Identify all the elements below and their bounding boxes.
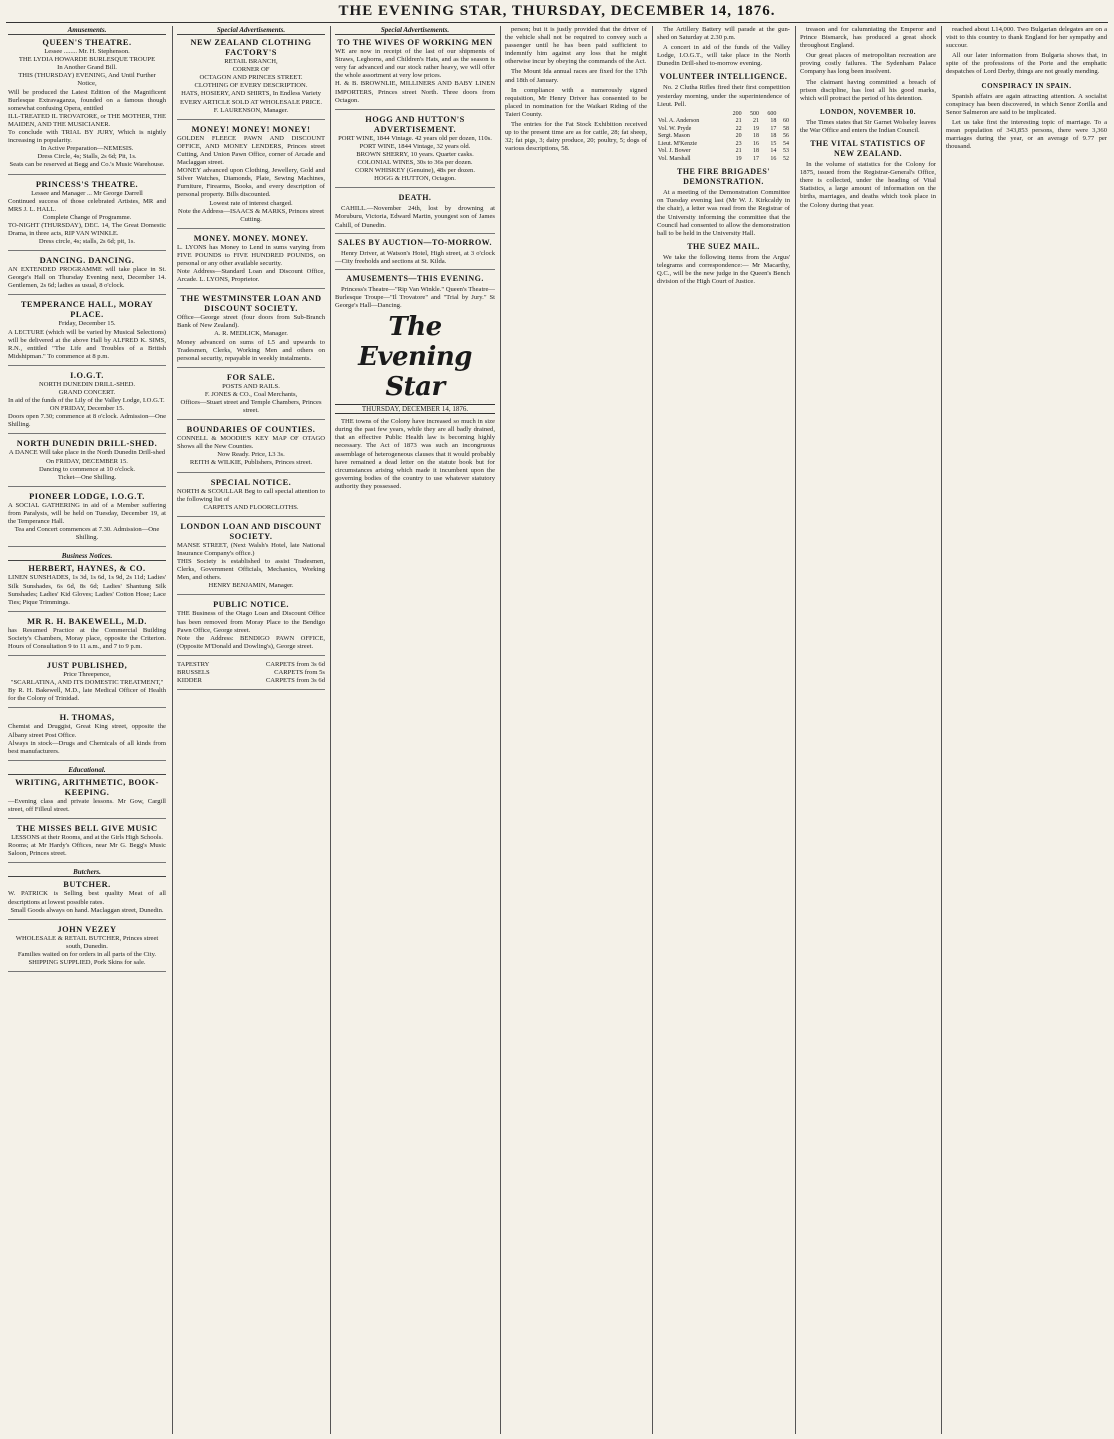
ad-line: Lessee and Manager ... Mr George Darrell bbox=[31, 189, 143, 197]
ad-line: Office—George street (four doors from Sub-Branch Bank of New Zealand). bbox=[177, 314, 325, 330]
sales-heading: SALES BY AUCTION—TO-MORROW. bbox=[338, 237, 492, 247]
ad-line: REITH & WILKIE, Publishers, Princes street. bbox=[189, 459, 313, 467]
ad-line: L. LYONS has Money to Lend in sums varying from FIVE POUNDS to FIVE HUNDRED POUNDS, on personal or any other available security. bbox=[177, 243, 325, 267]
ad-line: PORT WINE, 1844 Vintage, 32 years old. bbox=[359, 142, 471, 150]
ad-heading: TEMPERANCE HALL, MORAY PLACE. bbox=[20, 300, 154, 320]
vital-statistics-text: In the volume of statistics for the Colony for 1875, issued from the Registrar-General's Office, there is collected, under the heading of Vital Statistics, a large amount of information on the births, marriages, and deaths which took place in the Colony during that year. bbox=[800, 161, 936, 209]
ad-heading: BOUNDARIES OF COUNTIES. bbox=[186, 425, 316, 435]
ad-heading: I.O.G.T. bbox=[70, 370, 104, 380]
ad-line: MANSE STREET, (Next Walsh's Hotel, late National Insurance Company's office.) bbox=[177, 541, 325, 557]
sales-notice: Henry Driver, at Watson's Hotel, High street, at 3 o'clock—City freeholds and sections at St. Kilda. bbox=[335, 249, 495, 265]
ad-line: POSTS AND RAILS. bbox=[222, 382, 280, 390]
score-row bbox=[657, 141, 790, 149]
score-cell: 18 bbox=[752, 148, 759, 155]
ad-line: TO-NIGHT (THURSDAY), DEC. 14, The Great Domestic Drama, in three acts, RIP VAN WINKLE. bbox=[8, 221, 166, 237]
ad-line: Dress Circle, 4s; Stalls, 2s 6d; Pit, 1s. bbox=[37, 153, 137, 161]
advertisement bbox=[177, 234, 325, 289]
score-cell: 18 bbox=[770, 118, 777, 125]
ad-line: LESSONS at their Rooms, and at the Girls High Schools. bbox=[11, 834, 163, 842]
advertisement bbox=[8, 564, 166, 611]
vital-statistics-heading: THE VITAL STATISTICS OF NEW ZEALAND. bbox=[810, 139, 926, 159]
advertisement bbox=[8, 371, 166, 435]
ad-line: In aid of the funds of the Lily of the Valley Lodge, I.O.G.T. bbox=[8, 397, 165, 405]
death-notice: CAHILL.—November 24th, lost by drowning at Moruburu, Victoria, Edward Martin, youngest son of James Cahill, of Dunedin. bbox=[335, 205, 495, 229]
advertisement bbox=[335, 38, 495, 110]
death-heading: DEATH. bbox=[398, 193, 432, 203]
ad-line: THE LYDIA HOWARDE BURLESQUE TROUPE bbox=[18, 56, 156, 64]
ad-line: has Resumed Practice at the Commercial Building Society's Chambers, Moray place, opposite the Criterion. Hours of Consultation 9 to 11 a.m., and 7 to 9 p.m. bbox=[8, 626, 166, 650]
advertisement bbox=[177, 38, 325, 120]
ad-line: ON FRIDAY, December 15. bbox=[49, 405, 125, 413]
score-cell: 17 bbox=[752, 155, 759, 162]
ad-line: Lessee ........ Mr. H. Stephenson. bbox=[44, 48, 130, 56]
ad-line: A. R. MEDLICK, Manager. bbox=[214, 330, 288, 338]
article-paragraph: treason and for calumniating the Emperor and Prince Bismarck, has produced a great shock throughout England. bbox=[800, 26, 936, 50]
ad-heading: TO THE WIVES OF WORKING MEN bbox=[337, 38, 493, 48]
advertisement bbox=[8, 439, 166, 486]
butcher-ads bbox=[8, 880, 166, 972]
column-4 bbox=[500, 26, 651, 1434]
masthead-rule bbox=[6, 22, 1108, 23]
ad-line: GOLDEN FLEECE PAWN AND DISCOUNT OFFICE, AND MONEY LENDERS, Princes street Cutting, And Union Pawn Office, corner of Arcade and Maclaggan street. bbox=[177, 134, 325, 167]
ad-line: THIS (THURSDAY) EVENING, And Until Further Notice, bbox=[18, 72, 156, 88]
section-heading: Special Advertisements. bbox=[177, 26, 325, 35]
ad-line: Offices—Stuart street and Temple Chambers, Princes street. bbox=[180, 399, 322, 415]
carpet-row: BRUSSELS CARPETS from 5s bbox=[177, 668, 325, 676]
ad-line: A DANCE Will take place in the North Dunedin Drill-shed bbox=[8, 449, 166, 457]
advertisement bbox=[8, 180, 166, 252]
ad-line: Price Threepence, bbox=[63, 671, 111, 679]
ad-line: CARPETS AND FLOORCLOTHS. bbox=[203, 503, 299, 511]
advertisement bbox=[8, 492, 166, 547]
ad-line: Note the Address—ISAACS & MARKS, Princes street Cutting. bbox=[178, 207, 324, 223]
ad-heading: QUEEN'S THEATRE. bbox=[42, 38, 132, 48]
suez-mail-text: We take the following items from the Argus' telegrams and correspondence:— Mr Macarthy, Q.C., will be the new judge in the Queen's Bench division of the High Court of Justice. bbox=[657, 253, 790, 286]
score-cell: 22 bbox=[735, 125, 742, 132]
ad-heading: MONEY. MONEY. MONEY. bbox=[193, 233, 309, 243]
ad-line: Doors open 7.30; commence at 8 o'clock. Admission—One Shilling. bbox=[8, 413, 166, 429]
ad-heading: PUBLIC NOTICE. bbox=[213, 600, 289, 610]
score-cell: 23 bbox=[735, 140, 742, 147]
score-table bbox=[657, 111, 790, 164]
leader-article: THE towns of the Colony have increased so much in size during the past few years, while they are all badly drained, that an effective Public Health law is becoming highly necessary. The Act of 1873 was such an incongruous assemblage of heterogeneous clauses that it would probably have remained a dead letter on the statute book but for circumstances arising which made it incumbent upon the governing bodies of the country to use whatever statutory authority they possessed. bbox=[335, 418, 495, 490]
score-cell: 16 bbox=[752, 140, 759, 147]
section-heading: Butchers. bbox=[8, 868, 166, 877]
ad-line: Rooms; at Mr Hardy's Offices, near Mr G. Begg's Music Saloon, Princes street. bbox=[8, 842, 166, 858]
ad-line: H. & B. BROWNLIE, MILLINERS AND BABY LINEN IMPORTERS, Princes street North. Three doors from Octagon. bbox=[335, 80, 495, 104]
advertisement bbox=[177, 294, 325, 368]
ad-heading: H. THOMAS, bbox=[59, 713, 115, 723]
score-cell: 18 bbox=[770, 133, 777, 140]
dateline: THURSDAY, DECEMBER 14, 1876. bbox=[335, 404, 495, 414]
masthead: THE EVENING STAR, THURSDAY, DECEMBER 14, 1876. bbox=[338, 3, 776, 19]
article-paragraph: In compliance with a numerously signed requisition, Mr Henry Driver has consented to be placed in nomination for the Waikari Riding of the Taieri County. bbox=[505, 86, 647, 118]
ad-line: Now Ready. Price, L3 3s. bbox=[217, 451, 285, 459]
advertisement bbox=[8, 824, 166, 863]
competitor-name: Vol. W. Pryde bbox=[658, 125, 692, 132]
score-cell: 60 bbox=[783, 118, 789, 125]
ad-line: Money advanced on sums of L5 and upwards to Tradesmen, Clerks, Working Men and others on personal security, repayable in weekly instalments. bbox=[177, 338, 325, 362]
amusements-notice: Princess's Theatre—"Rip Van Winkle." Queen's Theatre—Burlesque Troupe—"Il Trovatore" and "Trial by Jury." St George's Hall—Dancing. bbox=[335, 285, 495, 309]
ad-heading: WRITING, ARITHMETIC, BOOK-KEEPING. bbox=[15, 777, 159, 797]
column-7 bbox=[941, 26, 1111, 1434]
ad-line: RETAIL BRANCH, bbox=[224, 58, 278, 66]
ad-line: Continued success of those celebrated Artistes, MR and MRS J. L. HALL. bbox=[8, 197, 166, 213]
carpet-price-list bbox=[177, 661, 325, 690]
ad-heading: HOGG AND HUTTON'S ADVERTISEMENT. bbox=[365, 114, 465, 134]
column-1 bbox=[4, 26, 170, 1434]
advertisement bbox=[177, 478, 325, 517]
ad-line: CORNER OF bbox=[232, 66, 270, 74]
competitor-name: Vol. Marshall bbox=[658, 155, 691, 162]
ad-line: HATS, HOSIERY, AND SHIRTS, In Endless Variety bbox=[181, 90, 321, 98]
ad-line: HOGG & HUTTON, Octagon. bbox=[374, 175, 456, 183]
ad-line: Dancing to commence at 10 o'clock. bbox=[38, 465, 136, 473]
advertisement bbox=[8, 713, 166, 760]
score-cell: 19 bbox=[735, 155, 742, 162]
ad-line: Seats can be reserved at Begg and Co.'s Music Warehouse. bbox=[9, 161, 165, 169]
score-row bbox=[657, 133, 790, 141]
score-cell: 18 bbox=[752, 133, 759, 140]
ad-line: Always in stock—Drugs and Chemicals of all kinds from best manufacturers. bbox=[8, 739, 166, 755]
score-row bbox=[657, 126, 790, 134]
score-header-row: 200 500 600 bbox=[732, 110, 777, 117]
competitor-name: Lieut. M'Kenzie bbox=[658, 140, 698, 147]
article-paragraph: All our later information from Bulgaria shows that, in spite of the professions of the Porte and the emphatic despatches of Lord Derby, things are not greatly mending. bbox=[946, 52, 1107, 76]
ad-line: Dress circle, 4s; stalls, 2s 6d; pit, 1s. bbox=[38, 238, 136, 246]
article-paragraph: person; but it is justly provided that the driver of the vehicle shall not be required to convey such a passenger until he has been paid sufficient to indemnify him against any loss that he might otherwise incur by obeying the commands of the Act. bbox=[505, 26, 647, 66]
score-cell: 52 bbox=[783, 155, 789, 162]
ad-line: Tea and Concert commences at 7.30. Admission—One Shilling. bbox=[14, 526, 160, 542]
advertisement bbox=[177, 522, 325, 596]
ad-line: NORTH & SCOULLAR Beg to call special attention to the following list of bbox=[177, 487, 325, 503]
ad-line: ILL-TREATED IL TROVATORE, or THE MOTHER, THE MAIDEN, AND THE MUSICIANER. bbox=[8, 112, 166, 128]
business-ads bbox=[8, 564, 166, 760]
ad-line: LINEN SUNSHADES, 1s 3d, 1s 6d, 1s 9d, 2s 11d; Ladies' Silk Sunshades, 6s 6d, 8s 6d; Ladies' Shantung Silk Sunshades; Ladies' Kid Gloves; Ladies' Cotton Hose; Lace Ties; Pique Trimmings. bbox=[8, 574, 166, 606]
ad-line: Small Goods always on hand. Maclaggan street, Dunedin. bbox=[10, 906, 164, 914]
score-cell: 54 bbox=[783, 140, 789, 147]
advertisement bbox=[8, 661, 166, 708]
ad-line: CLOTHING OF EVERY DESCRIPTION. bbox=[194, 82, 308, 90]
ad-line: EVERY ARTICLE SOLD AT WHOLESALE PRICE. bbox=[180, 98, 322, 106]
suez-mail-heading: THE SUEZ MAIL. bbox=[687, 241, 760, 251]
ad-line: On FRIDAY, DECEMBER 15. bbox=[46, 457, 128, 465]
article-paragraph: Spanish affairs are again attracting attention. A socialist conspiracy has been discovered, in which Senor Zorilla and Senor Salmeron are said to be implicated. bbox=[946, 92, 1107, 116]
article-paragraph: Our great places of metropolitan recreation are proving costly failures. The Sydenham Palace Company has long been insolvent. bbox=[800, 52, 936, 76]
ad-line: OCTAGON AND PRINCES STREET. bbox=[199, 74, 303, 82]
advertisement bbox=[8, 256, 166, 295]
article-paragraph: The Mount Ida annual races are fixed for the 17th and 18th of January. bbox=[505, 68, 647, 84]
ad-line: CORN WHISKEY (Genuine), 48s per dozen. bbox=[355, 167, 475, 175]
newspaper-logo: The Evening Star bbox=[358, 312, 472, 403]
ad-heading: PRINCESS'S THEATRE. bbox=[35, 179, 139, 189]
ad-heading: SPECIAL NOTICE. bbox=[210, 477, 292, 487]
educational-ads bbox=[8, 778, 166, 863]
ad-line: "SCARLATINA, AND ITS DOMESTIC TREATMENT," bbox=[10, 679, 164, 687]
advertisement bbox=[8, 778, 166, 819]
competitor-name: Vol. A. Anderson bbox=[658, 118, 700, 125]
ad-line: To conclude with TRIAL BY JURY, Which is nightly increasing in popularity. bbox=[8, 129, 166, 145]
ad-line: SHIPPING SUPPLIED, Pork Skins for sale. bbox=[28, 959, 146, 967]
volunteer-heading: VOLUNTEER INTELLIGENCE. bbox=[659, 72, 788, 82]
section-heading: Educational. bbox=[8, 766, 166, 775]
ad-line: A LECTURE (which will be varied by Musical Selections) will be delivered at the above Hall by ALFRED K. SIMS, R.N., entitled "The Life and Troubles of a British Midshipman." To commence at 8 p.m. bbox=[8, 328, 166, 360]
article-paragraph: The Times states that Sir Garnet Wolseley leaves the War Office and enters the Indian Council. bbox=[800, 118, 936, 134]
ad-line: WE are now in receipt of the last of our shipments of Straws, Leghorns, and Children's Hats, and as the season is very far advanced and our stock rather heavy, we will offer the whole assortment at very low prices. bbox=[335, 48, 495, 80]
ad-line: AN EXTENDED PROGRAMME will take place in St. George's Hall on Thursday Evening next, December 14. Gentlemen, 2s 6d; ladies as usual, 8 o'clock. bbox=[8, 266, 166, 290]
score-row bbox=[657, 156, 790, 164]
score-cell: 19 bbox=[752, 125, 759, 132]
score-cell: 21 bbox=[735, 148, 742, 155]
score-cell: 20 bbox=[735, 133, 742, 140]
ad-line: THIS Society is established to assist Tradesmen, Clerks, Government Officials, Mechanics, Working Men, and others. bbox=[177, 558, 325, 582]
article-paragraph: Let us take first the interesting topic of marriage. To a mean population of 343,853 persons, there were 3,360 marriages during the year, or an average of 9.77 per thousand. bbox=[946, 118, 1107, 151]
ad-heading: MONEY! MONEY! MONEY! bbox=[191, 124, 311, 134]
section-heading: Business Notices. bbox=[8, 552, 166, 561]
article-paragraph: The entries for the Fat Stock Exhibition received up to the present time are as for cattle, 28; fat sheep, 32; fat pigs, 3; dairy produce, 20; poultry, 5; dogs of various descriptions, 58. bbox=[505, 121, 647, 153]
advertisement bbox=[177, 125, 325, 229]
carpet-row: KIDDER CARPETS from 3s 6d bbox=[177, 677, 325, 685]
ad-heading: MR R. H. BAKEWELL, M.D. bbox=[27, 616, 147, 626]
ad-line: Lowest rate of interest charged. bbox=[209, 199, 293, 207]
advertisement bbox=[8, 38, 166, 174]
ad-heading: THE MISSES BELL GIVE MUSIC bbox=[16, 824, 158, 834]
volunteer-text: No. 2 Clutha Rifles fired their first competition yesterday morning, under the superintendence of Lieut. Pell. bbox=[657, 84, 790, 108]
article-paragraph: A concert in aid of the funds of the Valley Lodge, I.O.G.T., will take place in the North Dunedin Drill-shed to-morrow evening. bbox=[657, 44, 790, 68]
ad-line: Friday, December 15. bbox=[58, 320, 116, 328]
score-row bbox=[657, 118, 790, 126]
amusement-ads bbox=[8, 38, 166, 547]
advertisement bbox=[177, 373, 325, 420]
fire-brigade-heading: THE FIRE BRIGADES' DEMONSTRATION. bbox=[676, 167, 771, 187]
ad-line: NORTH DUNEDIN DRILL-SHED. bbox=[38, 380, 136, 388]
ad-line: THE Business of the Otago Loan and Discount Office has been removed from Moray Place to the Bendigo Pawn Office, George street. bbox=[177, 610, 325, 634]
ad-line: F. JONES & CO., Coal Merchants, bbox=[204, 390, 298, 398]
special-ads bbox=[335, 38, 495, 188]
ad-line: Families waited on for orders in all parts of the City. bbox=[17, 950, 157, 958]
advertisement bbox=[8, 617, 166, 656]
ad-heading: NORTH DUNEDIN DRILL-SHED. bbox=[16, 439, 158, 449]
ad-line: Chemist and Druggist, Great King street, opposite the Albany street Post Office. bbox=[8, 723, 166, 739]
ad-line: MONEY advanced upon Clothing, Jewellery, Gold and Silver Watches, Diamonds, Plate, Sewing Machines, Furniture, Firearms, Books, and every description of personal property. Bills discounted. bbox=[177, 167, 325, 199]
ad-line: PORT WINE, 1844 Vintage. 42 years old per dozen, 110s. bbox=[338, 134, 492, 142]
special-ads bbox=[177, 38, 325, 656]
ad-heading: HERBERT, HAYNES, & CO. bbox=[28, 564, 146, 574]
score-cell: 21 bbox=[735, 118, 742, 125]
advertisement bbox=[335, 115, 495, 189]
ad-line: BROWN SHERRY, 10 years. Quarter casks. bbox=[356, 150, 474, 158]
ad-line: CONNELL & MOODIE'S KEY MAP OF OTAGO Shows all the New Counties. bbox=[177, 435, 325, 451]
spain-heading: CONSPIRACY IN SPAIN. bbox=[981, 81, 1072, 90]
advertisement bbox=[177, 600, 325, 655]
competitor-name: Sergt. Mason bbox=[658, 133, 690, 140]
fire-brigade-text: At a meeting of the Demonstration Committee on Tuesday evening last (Mr W. J. Kirkcaldy in the chair), a letter was read from the Registrar of the University informing the committee that the Council had consented to allow the demonstration ball to be held in the University Hall. bbox=[657, 189, 790, 237]
ad-line: A SOCIAL GATHERING in aid of a Member suffering from Paralysis, will be held on Tuesday, December 19, at the Temperance Hall. bbox=[8, 501, 166, 526]
ad-line: F. LAURENSON, Manager. bbox=[213, 106, 289, 114]
advertisement bbox=[8, 925, 166, 972]
ad-heading: PIONEER LODGE, I.O.G.T. bbox=[29, 491, 145, 501]
article-paragraph: The claimant having committed a breach of prison discipline, has lost all his good marks, which will protract the period of his detention. bbox=[800, 78, 936, 102]
ad-line: In Active Preparation—NEMESIS. bbox=[40, 145, 134, 153]
score-cell: 53 bbox=[783, 148, 789, 155]
ad-heading: NEW ZEALAND CLOTHING FACTORY'S bbox=[190, 38, 312, 58]
column-6 bbox=[795, 26, 940, 1434]
article-paragraph: The Artillery Battery will parade at the gun-shed on Saturday at 2.30 p.m. bbox=[657, 26, 790, 42]
ad-heading: DANCING. DANCING. bbox=[39, 256, 135, 266]
london-dateline: LONDON, NOVEMBER 10. bbox=[820, 107, 916, 116]
section-heading: Amusements. bbox=[8, 26, 166, 35]
carpet-row: TAPESTRY CARPETS from 3s 6d bbox=[177, 660, 325, 668]
ad-line: Will be produced the Latest Edition of the Magnificent Burlesque Extravaganza, founded on a famous though somewhat confusing Opera, entitled bbox=[8, 88, 166, 112]
ad-line: By R. H. Bakewell, M.D., late Medical Officer of Health for the Colony of Trinidad. bbox=[8, 687, 166, 703]
score-cell: 56 bbox=[783, 133, 789, 140]
ad-heading: BUTCHER. bbox=[63, 880, 111, 890]
score-cell: 21 bbox=[752, 118, 759, 125]
score-cell: 14 bbox=[770, 148, 777, 155]
score-cell: 15 bbox=[770, 140, 777, 147]
ad-heading: THE WESTMINSTER LOAN AND DISCOUNT SOCIETY. bbox=[180, 294, 322, 314]
ad-heading: JUST PUBLISHED, bbox=[46, 661, 128, 671]
advertisement bbox=[8, 300, 166, 365]
ad-line: Note the Address: BENDIGO PAWN OFFICE, (Opposite M'Donald and Dowling's), George street. bbox=[177, 634, 325, 650]
ad-line: In Another Grand Bill. bbox=[57, 64, 117, 72]
score-cell: 16 bbox=[770, 155, 777, 162]
ad-line: GRAND CONCERT. bbox=[58, 389, 116, 396]
ad-heading: LONDON LOAN AND DISCOUNT SOCIETY. bbox=[180, 521, 322, 541]
advertisement bbox=[8, 880, 166, 919]
amusements-heading: AMUSEMENTS—THIS EVENING. bbox=[346, 273, 484, 283]
article-paragraph: reached about L14,000. Two Bulgarian delegates are on a visit to this country to thank England for her sympathy and succour. bbox=[946, 26, 1107, 50]
ad-line: W. PATRICK is Selling best quality Meat of all descriptions at lowest possible rates. bbox=[8, 890, 166, 906]
ad-heading: FOR SALE. bbox=[226, 372, 276, 382]
ad-line: Note Address—Standard Loan and Discount Office, Arcade. L. LYONS, Proprietor. bbox=[177, 268, 325, 284]
score-row bbox=[657, 148, 790, 156]
ad-line: Ticket—One Shilling. bbox=[57, 473, 117, 481]
score-cell: 58 bbox=[783, 125, 789, 132]
competitor-name: Vol. J. Bower bbox=[658, 148, 691, 155]
ad-line: COLONIAL WINES, 30s to 36s per dozen. bbox=[357, 159, 473, 167]
ad-line: —Evening class and private lessons. Mr Gow, Cargill street, off Filleul street. bbox=[8, 797, 166, 813]
advertisement bbox=[177, 425, 325, 472]
column-5 bbox=[652, 26, 794, 1434]
ad-heading: JOHN VEZEY bbox=[57, 924, 117, 934]
column-3 bbox=[330, 26, 499, 1434]
column-2 bbox=[172, 26, 329, 1434]
ad-line: Complete Change of Programme. bbox=[42, 213, 132, 221]
ad-line: HENRY BENJAMIN, Manager. bbox=[208, 582, 294, 590]
section-heading: Special Advertisements. bbox=[335, 26, 495, 35]
ad-line: WHOLESALE & RETAIL BUTCHER, Princes street south, Dunedin. bbox=[15, 934, 159, 950]
score-cell: 17 bbox=[770, 125, 777, 132]
